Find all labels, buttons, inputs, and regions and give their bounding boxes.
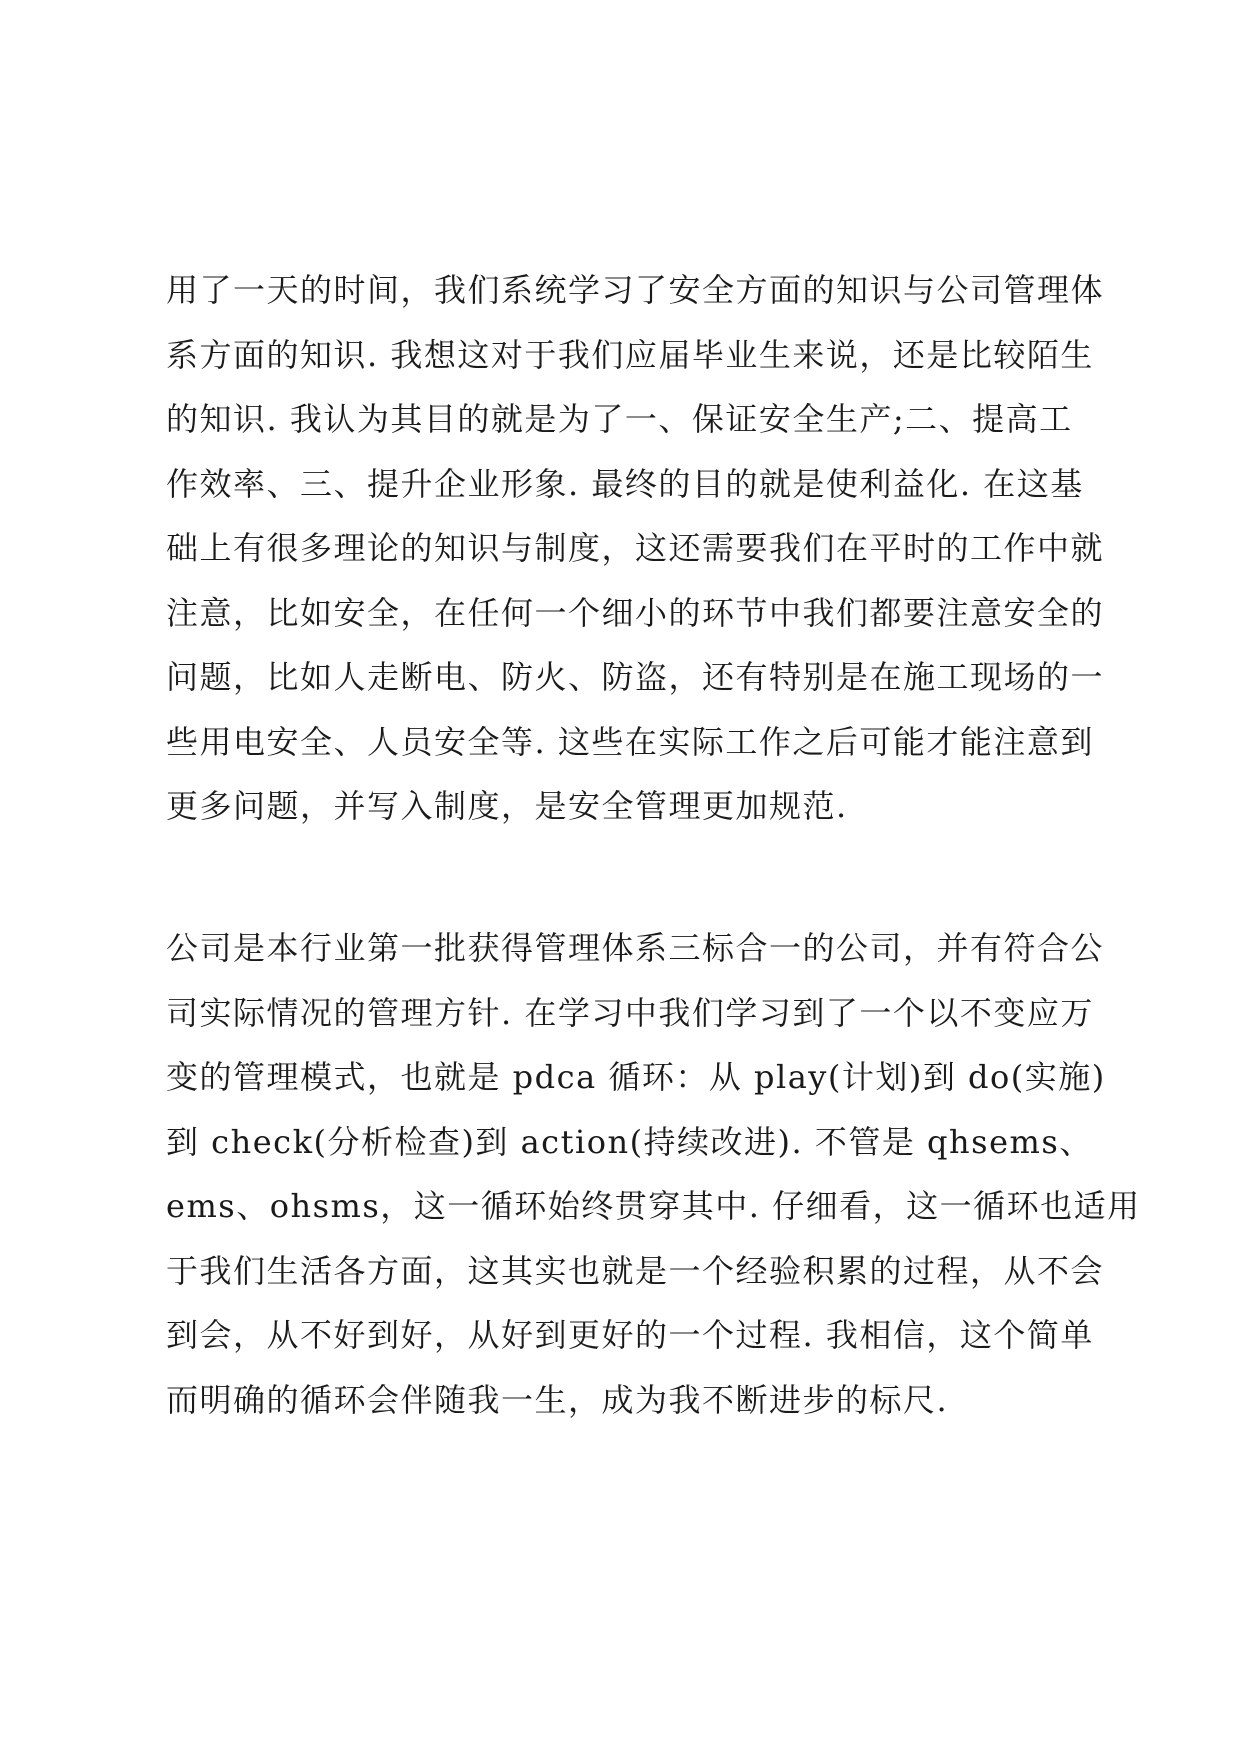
text-line: 问题，比如人走断电、防火、防盗，还有特别是在施工现场的一 xyxy=(166,658,1105,696)
text-line: 作效率、三、提升企业形象. 最终的目的就是使利益化. 在这基 xyxy=(166,464,1084,503)
text-line: ems、ohsms，这一循环始终贯穿其中. 仔细看，这一循环也适用 xyxy=(166,1187,1141,1225)
text-line: 更多问题，并写入制度，是安全管理更加规范. xyxy=(166,787,848,825)
paragraph-2 xyxy=(166,916,1141,1432)
text-line: 到会，从不好到好，从好到更好的一个过程. 我相信，这个简单 xyxy=(166,1316,1094,1354)
text-line: 系方面的知识. 我想这对于我们应届毕业生来说，还是比较陌生 xyxy=(166,335,1094,374)
text-line: 变的管理模式，也就是 pdca 循环：从 play(计划)到 do(实施) xyxy=(166,1058,1106,1096)
paragraph-1 xyxy=(166,258,1105,839)
text-line: 司实际情况的管理方针. 在学习中我们学习到了一个以不变应万 xyxy=(166,993,1094,1032)
text-line: 到 check(分析检查)到 action(持续改进). 不管是 qhsems、 xyxy=(166,1122,1093,1161)
text-line: 而明确的循环会伴随我一生，成为我不断进步的标尺. xyxy=(166,1380,949,1419)
text-line: 用了一天的时间，我们系统学习了安全方面的知识与公司管理体 xyxy=(166,271,1105,309)
text-line: 础上有很多理论的知识与制度，这还需要我们在平时的工作中就 xyxy=(166,529,1105,567)
text-line: 注意，比如安全，在任何一个细小的环节中我们都要注意安全的 xyxy=(166,593,1105,632)
text-line: 公司是本行业第一批获得管理体系三标合一的公司，并有符合公 xyxy=(166,929,1105,967)
text-line: 些用电安全、人员安全等. 这些在实际工作之后可能才能注意到 xyxy=(166,722,1094,761)
text-line: 于我们生活各方面，这其实也就是一个经验积累的过程，从不会 xyxy=(166,1251,1105,1290)
text-line: 的知识. 我认为其目的就是为了一、保证安全生产;二、提高工 xyxy=(166,400,1073,438)
